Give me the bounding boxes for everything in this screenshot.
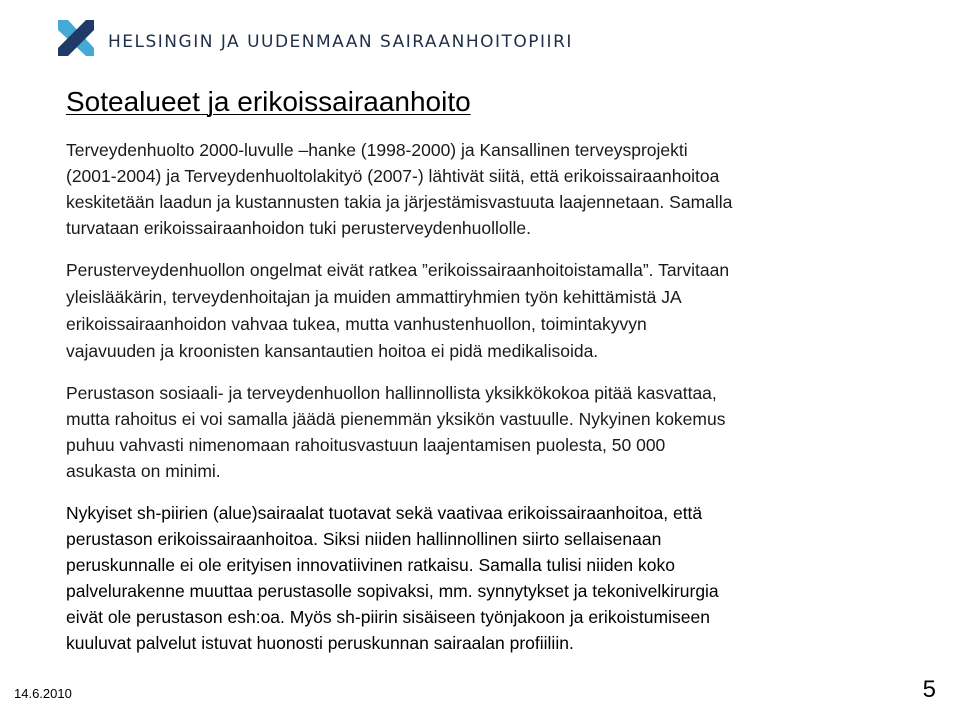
organization-name: HELSINGIN JA UUDENMAAN SAIRAANHOITOPIIRI <box>108 32 573 52</box>
page-number: 5 <box>922 676 936 703</box>
paragraph-line: turvataan erikoissairaanhoidon tuki perusterveydenhuollolle. <box>66 218 532 238</box>
slide-body <box>66 137 886 656</box>
paragraph-line: peruskunnalle ei ole erityisen innovatiivinen ratkaisu. Samalla tulisi niiden koko <box>66 555 675 575</box>
paragraph-line: (2001-2004) ja Terveydenhuoltolakityö (2007-) lähtivät siitä, että erikoissairaanhoitoa <box>66 166 720 186</box>
paragraph-line: Nykyiset sh-piirien (alue)sairaalat tuotavat sekä vaativaa erikoissairaanhoitoa, että <box>66 503 703 523</box>
paragraph-line: vajavuuden ja kroonisten kansantautien hoitoa ei pidä medikalisoida. <box>66 341 599 361</box>
slide-date: 14.6.2010 <box>14 686 72 701</box>
paragraph-line: erikoissairaanhoidon vahvaa tukea, mutta vanhustenhuollon, toimintakyvyn <box>66 314 647 334</box>
paragraph-line: keskitetään laadun ja kustannusten takia ja järjestämisvastuuta laajennetaan. Samalla <box>66 192 733 212</box>
slide-title: Sotealueet ja erikoissairaanhoito <box>66 86 471 117</box>
paragraph <box>66 257 886 365</box>
paragraph-line: asukasta on minimi. <box>66 461 221 481</box>
paragraph-line: eivät ole perustason esh:oa. Myös sh-piirin sisäiseen työnjakoon ja erikoistumiseen <box>66 607 710 627</box>
paragraph-line: mutta rahoitus ei voi samalla jäädä pienemmän yksikön vastuulle. Nykyinen kokemus <box>66 409 726 429</box>
hus-cross-logo-icon <box>56 18 96 58</box>
paragraph-line: yleislääkärin, terveydenhoitajan ja muiden ammattiryhmien työn kehittämistä JA <box>66 287 682 307</box>
paragraph-line: Terveydenhuolto 2000-luvulle –hanke (1998-2000) ja Kansallinen terveysprojekti <box>66 140 688 160</box>
paragraph-line: palvelurakenne muuttaa perustasolle sopivaksi, mm. synnytykset ja tekonivelkirurgia <box>66 581 719 601</box>
paragraph-line: kuuluvat palvelut istuvat huonosti peruskunnan sairaalan profiiliin. <box>66 633 574 653</box>
slide-header <box>56 18 936 62</box>
paragraph-line: Perustason sosiaali- ja terveydenhuollon hallinnollista yksikkökokoa pitää kasvattaa, <box>66 383 717 403</box>
paragraph <box>66 500 886 656</box>
paragraph-line: puhuu vahvasti nimenomaan rahoitusvastuun laajentamisen puolesta, 50 000 <box>66 435 666 455</box>
paragraph-line: Perusterveydenhuollon ongelmat eivät ratkea ”erikoissairaanhoitoistamalla”. Tarvitaan <box>66 260 730 280</box>
paragraph <box>66 380 886 484</box>
paragraph <box>66 137 886 241</box>
paragraph-line: perustason erikoissairaanhoitoa. Siksi niiden hallinnollinen siirto sellaisenaan <box>66 529 662 549</box>
